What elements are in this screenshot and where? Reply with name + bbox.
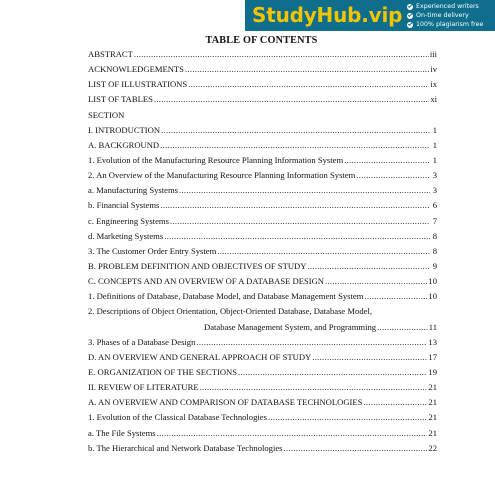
toc-entry [88,443,437,458]
toc-entry-label: 3. The Customer Order Entry System [88,245,217,256]
toc-entry-page: ix [430,79,437,90]
dot-leader [179,185,430,195]
dot-leader [307,261,430,271]
toc-entry-label: 3. Phases of a Database Design [88,336,196,347]
feature-item: 100% plagiarism free [407,20,495,29]
check-icon [407,4,413,10]
toc-entry [88,306,437,321]
toc-entry-page: 1 [432,139,437,150]
toc-entry [88,276,437,291]
toc-entry-page: 17 [428,351,437,362]
toc-entry-label: 2. Descriptions of Object Orientation, Object-Oriented Database, Database Model, [88,306,372,317]
toc-entry-page: 8 [432,230,437,241]
toc-entry [88,397,437,412]
dot-leader [238,367,427,377]
toc-entry-label: ABSTRACT [88,49,133,59]
toc-entry-page: 8 [432,245,437,256]
toc-entry-label: a. The File Systems [88,427,156,438]
toc-entry-label: A. BACKGROUND [88,139,160,150]
dot-leader [164,231,430,241]
dot-leader [312,352,427,362]
dot-leader [170,216,430,226]
advertisement-banner[interactable] [245,0,495,31]
toc-entry [88,428,437,443]
toc-entry-page: 21 [428,382,437,393]
dot-leader [344,155,430,165]
feature-item: Experienced writers [407,2,495,11]
toc-entry-page: 21 [428,427,437,438]
toc-entry [88,140,437,155]
dot-leader [157,428,428,438]
toc-entry [88,49,437,64]
dot-leader [154,94,429,104]
dot-leader [364,291,427,301]
dot-leader [196,337,427,347]
toc-entry-page: 22 [428,442,437,453]
brand-logo-text[interactable]: StudyHub.vip [252,3,403,27]
dot-leader [134,49,429,59]
toc-entry-label: E. ORGANIZATION OF THE SECTIONS [88,366,238,377]
toc-entry [88,155,437,170]
toc-entry-label: a. Manufacturing Systems [88,185,178,196]
toc-entry-label: 1. Definitions of Database, Database Model, and Database Management System [88,291,364,302]
toc-entry-page: 7 [432,215,437,226]
toc-entry-label: 2. An Overview of the Manufacturing Resource Planning Information System [88,170,356,181]
toc-entry-label: 1. Evolution of the Manufacturing Resource Planning Information System [88,154,344,165]
feature-item: On-time delivery [407,11,495,20]
toc-entry-page: 3 [432,170,437,181]
toc-entry-page: 9 [432,260,437,271]
toc-entry-page: 10 [428,291,437,302]
toc-entry [88,382,437,397]
dot-leader [185,64,429,74]
toc-entry-page: 21 [428,397,437,408]
toc-entry [88,412,437,427]
toc-entry-page: 3 [432,185,437,196]
toc-entry [88,185,437,200]
toc-entry-label: LIST OF ILLUSTRATIONS [88,79,188,90]
toc-entry [88,200,437,215]
toc-entry-page: 10 [428,276,437,287]
dot-leader [377,322,428,332]
toc-entry [88,261,437,276]
toc-entry-page: 21 [428,412,437,423]
toc-entry-page: iii [429,49,437,59]
toc-title: TABLE OF CONTENTS [205,35,318,46]
toc-entry [88,337,437,352]
toc-list [88,49,437,458]
toc-entry [88,246,437,261]
toc-entry-page: 13 [428,336,437,347]
toc-entry-label: ACKNOWLEDGEMENTS [88,64,184,75]
toc-entry [88,94,437,109]
toc-entry-page: 1 [432,124,437,135]
dot-leader [217,246,430,256]
toc-entry [88,231,437,246]
toc-entry-page: iv [430,64,437,75]
toc-entry-label: A. AN OVERVIEW AND COMPARISON OF DATABASE TECHNOLOGIES [88,397,363,408]
dot-leader [325,276,427,286]
toc-entry-label: D. AN OVERVIEW AND GENERAL APPROACH OF STUDY [88,351,312,362]
toc-entry-label: b. Financial Systems [88,200,160,211]
dot-leader [284,443,428,453]
toc-entry-label: LIST OF TABLES [88,94,153,105]
dot-leader [356,170,430,180]
toc-entry-continuation [88,322,437,337]
toc-entry [88,170,437,185]
toc-entry [88,79,437,94]
toc-entry-label: II. REVIEW OF LITERATURE [88,382,199,393]
toc-entry-label: Database Management System, and Programming [204,321,377,332]
toc-entry-label: b. The Hierarchical and Network Database Technologies [88,442,283,453]
toc-entry [88,352,437,367]
dot-leader [200,382,428,392]
toc-entry-label: SECTION [88,109,125,120]
toc-entry [88,125,437,140]
feature-list [407,2,495,29]
toc-entry-page: 19 [428,366,437,377]
check-icon [407,22,413,28]
dot-leader [363,397,427,407]
toc-entry [88,216,437,231]
toc-entry-label: C. CONCEPTS AND AN OVERVIEW OF A DATABASE DESIGN [88,276,325,287]
toc-entry [88,367,437,382]
toc-entry-page: 6 [432,200,437,211]
toc-entry-page: xi [430,94,437,105]
check-icon [407,13,413,19]
toc-entry-page: 1 [432,154,437,165]
toc-entry-page: 11 [428,321,437,332]
dot-leader [268,412,427,422]
toc-entry [88,64,437,79]
toc-entry-label: c. Engineering Systems [88,215,169,226]
dot-leader [188,79,429,89]
dot-leader [161,125,430,135]
toc-heading [88,110,437,125]
toc-entry-label: I. INTRODUCTION [88,124,161,135]
dot-leader [160,200,430,210]
toc-entry [88,291,437,306]
toc-entry-label: 1. Evolution of the Classical Database Technologies [88,412,267,423]
toc-entry-label: d. Marketing Systems [88,230,164,241]
toc-entry-label: B. PROBLEM DEFINITION AND OBJECTIVES OF STUDY [88,260,307,271]
dot-leader [160,140,430,150]
